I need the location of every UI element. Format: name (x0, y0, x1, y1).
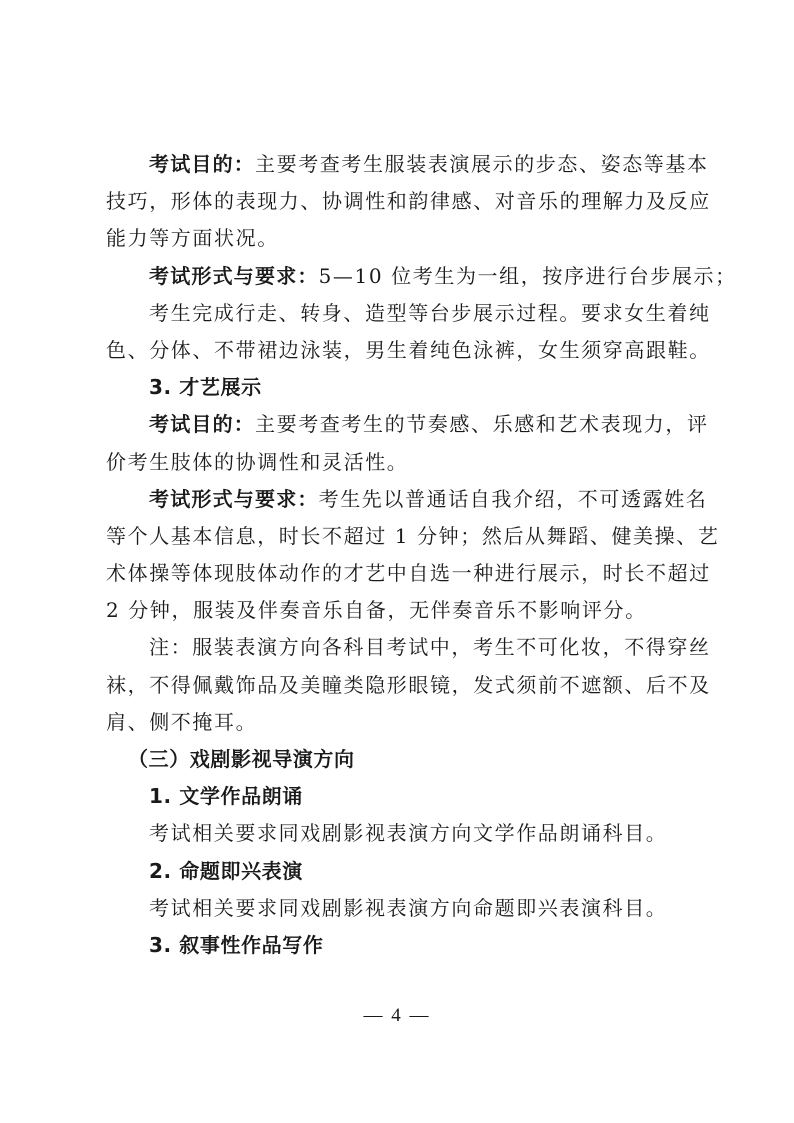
paragraph-text: 2 分钟，服装及伴奏音乐自备，无伴奏音乐不影响评分。 (106, 598, 647, 623)
paragraph-text: 色、分体、不带裙边泳装，男生着纯色泳裤，女生须穿高跟鞋。 (106, 337, 711, 362)
paragraph-line (106, 406, 709, 443)
paragraph-line (106, 220, 698, 257)
note-line (106, 667, 711, 704)
paragraph-text: 考生先以普通话自我介绍，不可透露姓名 (318, 486, 708, 511)
page-number: — 4 — (363, 1005, 431, 1026)
paragraph-line (106, 555, 711, 592)
body-line (106, 890, 698, 927)
paragraph-line (106, 332, 711, 369)
paragraph-text: 技巧，形体的表现力、协调性和韵律感、对音乐的理解力及反应 (106, 189, 711, 214)
paragraph-text: 价考生肢体的协调性和灵活性。 (106, 449, 409, 474)
note-text: 注：服装表演方向各科目考试中，考生不可化妆，不得穿丝 (149, 635, 711, 660)
paragraph-line (106, 592, 698, 629)
paragraph-label: 考试形式与要求： (149, 486, 319, 511)
paragraph-line (106, 295, 711, 332)
paragraph-line (106, 518, 720, 555)
paragraph-line (106, 146, 709, 183)
paragraph-line (106, 183, 711, 220)
note-text: 袜，不得佩戴饰品及美瞳类隐形眼镜，发式须前不遮额、后不及 (106, 672, 711, 697)
subsection-heading: 1. 文学作品朗诵 (149, 784, 303, 809)
paragraph-line (106, 481, 708, 518)
paragraph-label: 考试目的： (149, 412, 255, 437)
paragraph-text: 考生完成行走、转身、造型等台步展示过程。要求女生着纯 (149, 300, 711, 325)
note-text: 肩、侧不掩耳。 (106, 709, 258, 734)
subsection-heading: 3. 叙事性作品写作 (149, 932, 324, 957)
paragraph-text: 主要考查考生的节奏感、乐感和艺术表现力，评 (255, 412, 709, 437)
section-heading: （三）戏剧影视导演方向 (128, 747, 355, 771)
paragraph-text: 等个人基本信息，时长不超过 1 分钟；然后从舞蹈、健美操、艺 (106, 523, 720, 548)
note-line (106, 704, 698, 741)
body-text: 考试相关要求同戏剧影视表演方向文学作品朗诵科目。 (149, 821, 668, 846)
subsection-heading: 2. 命题即兴表演 (149, 858, 303, 883)
body-text: 考试相关要求同戏剧影视表演方向命题即兴表演科目。 (149, 895, 668, 920)
paragraph-label: 考试形式与要求： (149, 263, 319, 288)
paragraph-line (106, 258, 737, 295)
body-line (106, 815, 698, 852)
document-page (106, 146, 737, 964)
paragraph-label: 考试目的： (149, 152, 255, 176)
subsection-heading: 3. 才艺展示 (149, 375, 262, 400)
note-line (106, 629, 711, 666)
paragraph-text: 主要考查考生服装表演展示的步态、姿态等基本 (255, 152, 709, 176)
paragraph-text: 术体操等体现肢体动作的才艺中自选一种进行展示，时长不超过 (106, 561, 711, 586)
paragraph-text: 能力等方面状况。 (106, 226, 279, 251)
paragraph-text: 5—10 位考生为一组，按序进行台步展示； (318, 263, 737, 288)
paragraph-line (106, 444, 698, 481)
